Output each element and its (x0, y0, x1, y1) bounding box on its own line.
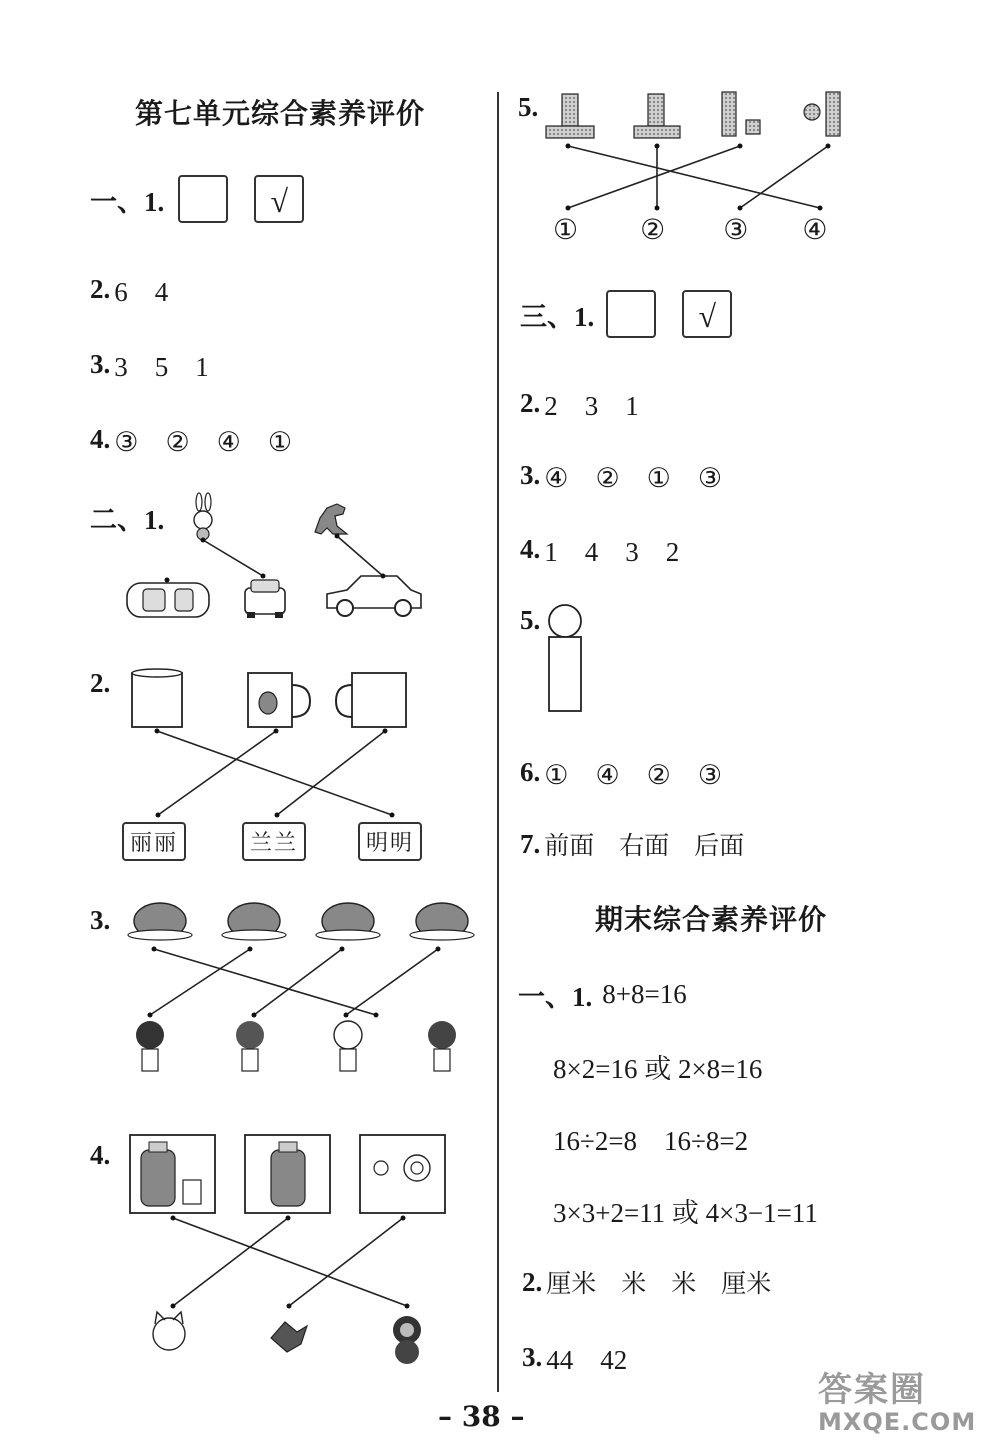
car-top-view-icon (127, 583, 209, 617)
circle-number-2: ② (640, 215, 666, 246)
s3-q3-answer: ④ ② ① ③ (544, 463, 723, 493)
unit7-title: 第七单元综合素养评价 (135, 97, 426, 130)
r-q5-top-label: 5. (518, 92, 539, 122)
s3-q1-label: 三、1. (520, 301, 595, 332)
s1-q4-answer: ③ ② ④ ① (114, 427, 293, 457)
final-q2-label: 2. (522, 1266, 543, 1297)
s3-q4-label: 4. (520, 534, 541, 564)
r-q5-top (518, 92, 542, 123)
s2-q1-matching-figure (115, 490, 445, 620)
s1-q4-label: 4. (90, 424, 111, 454)
s3-q7 (520, 826, 744, 862)
mug-with-strawberry-icon (248, 673, 310, 727)
s1-q1-label: 一、1. (90, 186, 165, 217)
final-q3 (522, 1338, 627, 1377)
s2-q3-label: 3. (90, 905, 111, 935)
circle-number-3: ③ (723, 215, 749, 246)
s3-q6 (520, 753, 722, 792)
s1-q2-answer: 6 4 (114, 277, 169, 307)
child-back-view-icon (136, 1021, 164, 1071)
final-q3-label: 3. (522, 1342, 543, 1372)
s3-q6-label: 6. (520, 757, 541, 787)
s1-q3-label: 3. (90, 349, 111, 379)
s2-q3-matching-figure (120, 895, 480, 1095)
s3-q2-label: 2. (520, 388, 541, 418)
final-q1-label: 一、1. (518, 982, 593, 1012)
final-q1-line-2-row (553, 1047, 762, 1086)
car-side-view-icon (327, 576, 421, 616)
final-q1-line-2: 8×2=16 或 2×8=16 (553, 1054, 763, 1084)
watermark-logo: 答案圈 (818, 1370, 926, 1410)
s3-q3 (520, 456, 722, 495)
block-shape-icon (546, 94, 594, 138)
s3-q6-answer: ① ④ ② ③ (544, 760, 723, 790)
s3-q5-label: 5. (520, 605, 541, 635)
cat-icon (153, 1312, 185, 1350)
child-side-view-icon (236, 1021, 264, 1071)
s3-q5-view-figure (545, 602, 595, 714)
s2-q1-label: 二、1. (90, 505, 165, 535)
s1-q2-label: 2. (90, 274, 111, 304)
car-front-view-icon (245, 580, 285, 618)
monkey-icon (393, 1316, 421, 1364)
s1-q1 (90, 175, 330, 223)
column-divider (497, 92, 499, 1392)
s2-q2 (90, 668, 114, 699)
final-q1-line-3: 16÷2=8 16÷8=2 (553, 1126, 749, 1156)
name-box-lili: 丽丽 (122, 822, 186, 861)
s1-q3 (90, 345, 209, 384)
block-shape-icon (634, 94, 680, 138)
s1-q1-box-empty (178, 175, 228, 223)
final-title: 期末综合素养评价 (595, 903, 828, 936)
mug-icon (336, 673, 406, 727)
name-box-lanlan: 兰兰 (242, 822, 306, 861)
block-shape-icon (804, 92, 840, 136)
name-box-mingming: 明明 (358, 822, 422, 861)
s1-q2 (90, 270, 168, 309)
s1-q3-answer: 3 5 1 (114, 352, 209, 382)
child-other-side-view-icon (428, 1021, 456, 1071)
turtle-icon (316, 903, 380, 940)
top-view-circles-picture-icon (360, 1135, 445, 1213)
child-front-view-icon (334, 1021, 362, 1071)
rabbit-icon (194, 493, 212, 540)
cup-icon (132, 669, 182, 727)
s3-q7-answer: 前面 右面 后面 (544, 831, 745, 860)
turtle-icon (410, 903, 474, 940)
s3-q2 (520, 384, 639, 423)
s3-q5 (520, 605, 544, 636)
bird-icon (271, 1322, 307, 1352)
final-q2-answer: 厘米 米 米 厘米 (546, 1269, 772, 1298)
s2-q4-matching-figure (125, 1130, 455, 1370)
s3-q3-label: 3. (520, 460, 541, 490)
s2-q4-label: 4. (90, 1140, 111, 1170)
final-q1-line-4: 3×3+2=11 或 4×3−1=11 (553, 1198, 818, 1228)
block-shape-icon (722, 92, 760, 136)
watermark-url: MXQE.COM (818, 1408, 977, 1436)
s2-q2-label: 2. (90, 668, 111, 698)
final-q1 (518, 975, 687, 1014)
circle-number-1: ① (553, 215, 579, 246)
circle-number-4: ④ (802, 215, 828, 246)
s3-q1-box-empty (606, 290, 656, 338)
s2-q2-matching-figure (120, 665, 440, 835)
s2-q3 (90, 905, 114, 936)
page-number: – 38 – (438, 1400, 525, 1433)
turtle-icon (222, 903, 286, 940)
s2-q4 (90, 1140, 114, 1171)
s3-q1 (520, 290, 758, 338)
final-q1-line-4-row (553, 1191, 818, 1230)
s3-q2-answer: 2 3 1 (544, 391, 639, 421)
dinosaur-icon (315, 504, 347, 534)
turtle-icon (128, 903, 192, 940)
s1-q4 (90, 420, 292, 459)
s3-q4 (520, 530, 679, 569)
final-q1-line-1: 8+8=16 (602, 979, 687, 1009)
final-q1-line-3-row (553, 1119, 748, 1158)
final-q2 (522, 1264, 771, 1300)
s3-q7-label: 7. (520, 828, 541, 859)
s3-q4-answer: 1 4 3 2 (544, 537, 680, 567)
thermos-picture-icon (245, 1135, 330, 1213)
final-q3-answer: 44 42 (546, 1345, 628, 1375)
r-q5-circle-row (553, 213, 827, 247)
s1-q1-box-check: √ (254, 175, 304, 223)
s3-q1-box-check: √ (682, 290, 732, 338)
thermos-and-cup-picture-icon (130, 1135, 215, 1213)
